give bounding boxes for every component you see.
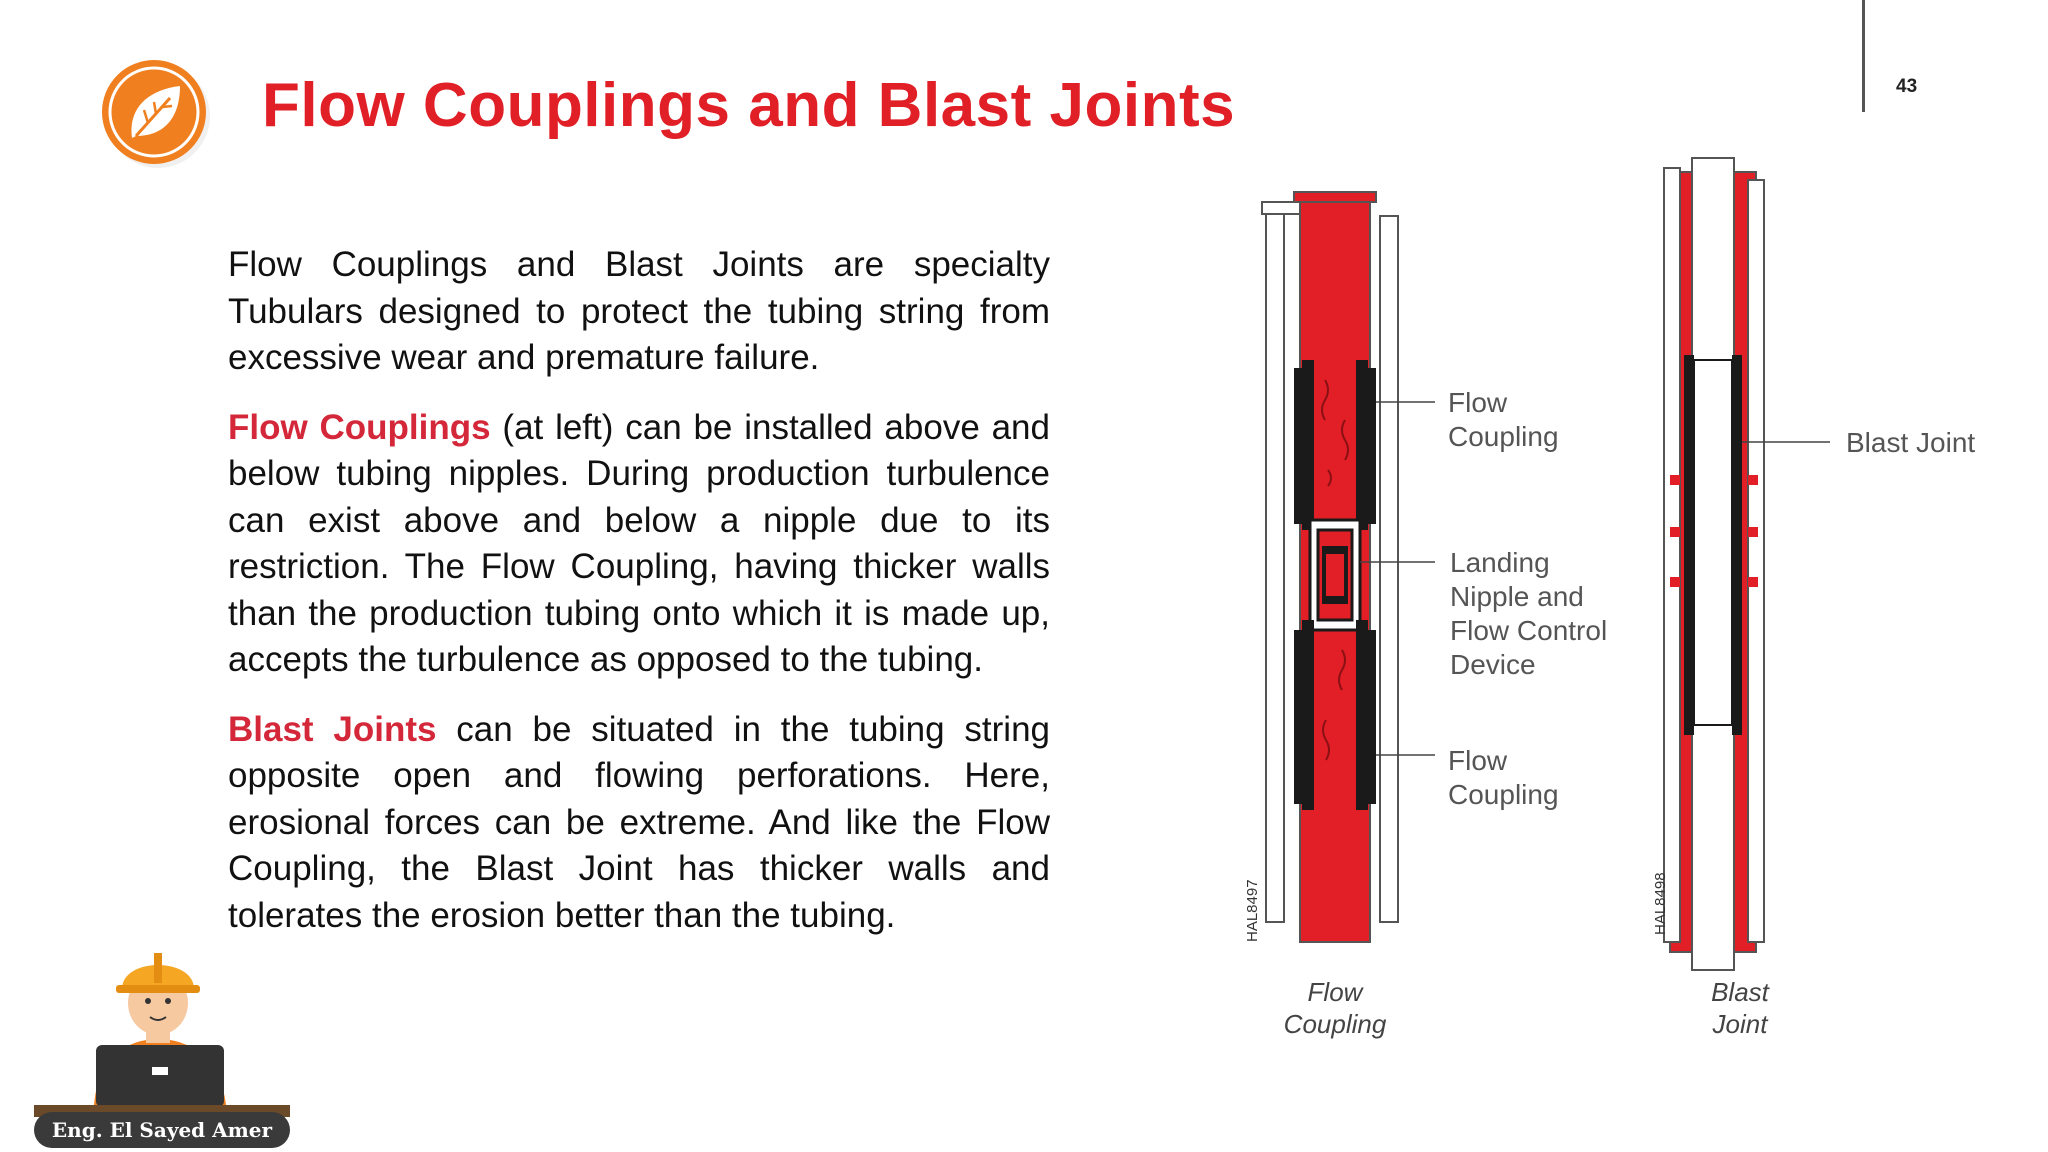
slide-title: Flow Couplings and Blast Joints — [262, 71, 1236, 140]
flow-coupling-lower-label: Flow Coupling — [1448, 745, 1559, 810]
intro-paragraph: Flow Couplings and Blast Joints are specialty Tubulars designed to protect the tubing string from excessive wear and premature failure. — [228, 245, 1050, 377]
landing-nipple-label: Landing Nipple and Flow Control Device — [1450, 547, 1608, 680]
blast-joint-paragraph — [228, 707, 1050, 940]
blast-joints-term: Blast Joints — [228, 709, 437, 749]
blast-joint-caption: Blast Joint — [1711, 977, 1769, 1039]
body-text — [228, 242, 1050, 962]
page-divider — [1862, 0, 1865, 112]
flow-coupling-caption: Flow Coupling — [1283, 977, 1387, 1039]
flow-couplings-text: (at left) can be installed above and below tubing nipples. During production turbulence can exist above and below a nipple due to its restriction. The Flow Coupling, having thicker walls than the production tubing onto which it is made up, accepts the turbulence as opposed to the tubing. — [228, 407, 1050, 679]
left-figure-code: HAL8497 — [1244, 879, 1261, 942]
blast-joint-diagram — [1640, 150, 1840, 980]
leaf-logo-icon — [98, 56, 214, 172]
right-figure-code: HAL8498 — [1652, 872, 1669, 935]
blast-joints-text: can be situated in the tubing string opposite open and flowing perforations. Here, erosional forces can be extreme. And like the Flow Coupling, the Blast Joint has thicker walls and tolerates the erosion better than the tubing. — [228, 709, 1050, 935]
blast-joint-label: Blast Joint — [1846, 427, 1976, 458]
flow-coupling-upper-label: Flow Coupling — [1448, 387, 1559, 452]
page-number: 43 — [1896, 76, 1918, 97]
flow-couplings-term: Flow Couplings — [228, 407, 491, 447]
author-badge: Eng. El Sayed Amer — [34, 1112, 290, 1148]
flow-coupling-paragraph — [228, 405, 1050, 684]
